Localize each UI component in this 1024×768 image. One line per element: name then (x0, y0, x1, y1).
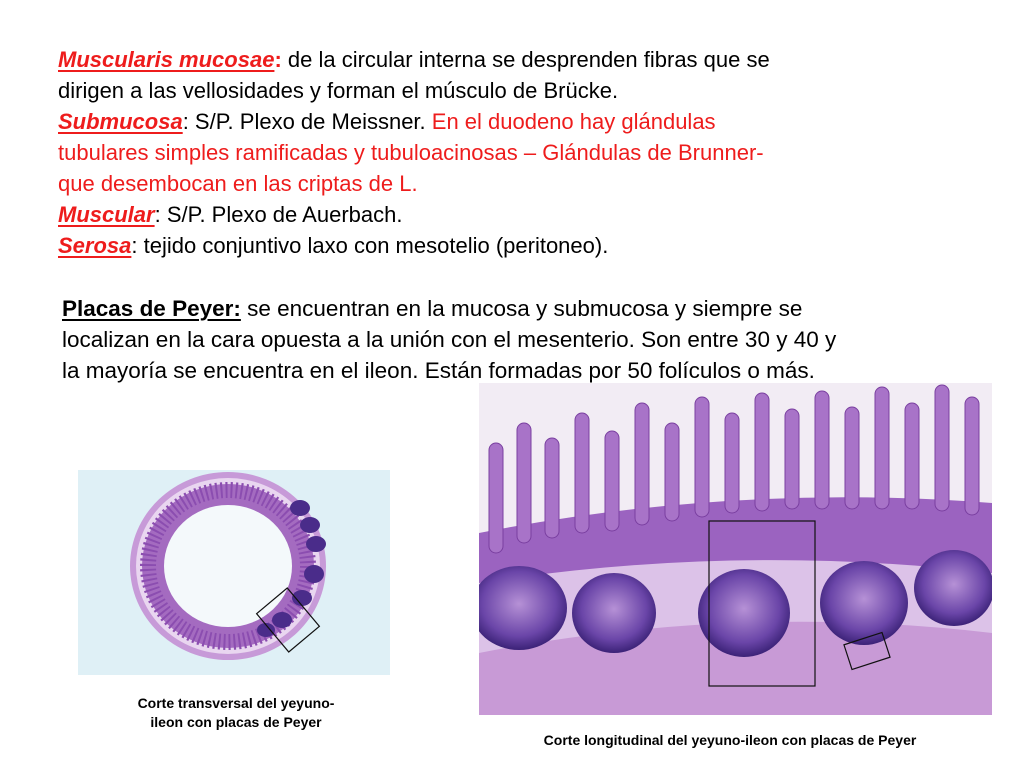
submucosa-text: : S/P. Plexo de Meissner. (182, 109, 432, 134)
transversal-caption (88, 694, 384, 732)
transversal-caption-line-1: Corte transversal del yeyuno- (137, 695, 335, 711)
muscularis-mucosae-term: Muscularis mucosae (58, 47, 275, 72)
muscularis-mucosae-colon: : (274, 47, 282, 72)
submucosa-red-3: que desembocan en las criptas de L. (58, 171, 418, 196)
transversal-caption-line-2: ileon con placas de Peyer (150, 714, 322, 730)
peyer-term: Placas de Peyer: (62, 296, 241, 321)
longitudinal-section-illustration (479, 383, 992, 715)
submucosa-line-1 (58, 106, 938, 137)
serosa-term: Serosa (58, 233, 132, 258)
peyer-text-block (62, 293, 962, 386)
muscularis-mucosae-line-1 (58, 44, 938, 75)
longitudinal-section-image (479, 383, 992, 715)
muscular-line (58, 199, 938, 230)
layers-text-block (58, 44, 938, 261)
muscular-text: : S/P. Plexo de Auerbach. (154, 202, 403, 227)
submucosa-red-1: En el duodeno hay glándulas (431, 109, 716, 134)
serosa-text: : tejido conjuntivo laxo con mesotelio (peritoneo). (131, 233, 609, 258)
muscularis-mucosae-text-2: dirigen a las vellosidades y forman el músculo de Brücke. (58, 78, 619, 103)
peyer-text-3: la mayoría se encuentra en el ileon. Están formadas por 50 folículos o más. (62, 358, 815, 383)
peyer-text-2: localizan en la cara opuesta a la unión con el mesenterio. Son entre 30 y 40 y (62, 327, 837, 352)
serosa-line (58, 230, 938, 261)
muscular-term: Muscular (58, 202, 155, 227)
peyer-line-1 (62, 293, 962, 324)
submucosa-term: Submucosa (58, 109, 183, 134)
transversal-section-illustration (78, 470, 390, 675)
peyer-text-1: se encuentran en la mucosa y submucosa y siempre se (240, 296, 803, 321)
muscularis-mucosae-text-1: de la circular interna se desprenden fibras que se (281, 47, 770, 72)
longitudinal-caption: Corte longitudinal del yeyuno-ileon con placas de Peyer (543, 732, 917, 748)
transversal-section-image (78, 470, 390, 675)
submucosa-red-2: tubulares simples ramificadas y tubuloacinosas – Glándulas de Brunner- (58, 140, 764, 165)
